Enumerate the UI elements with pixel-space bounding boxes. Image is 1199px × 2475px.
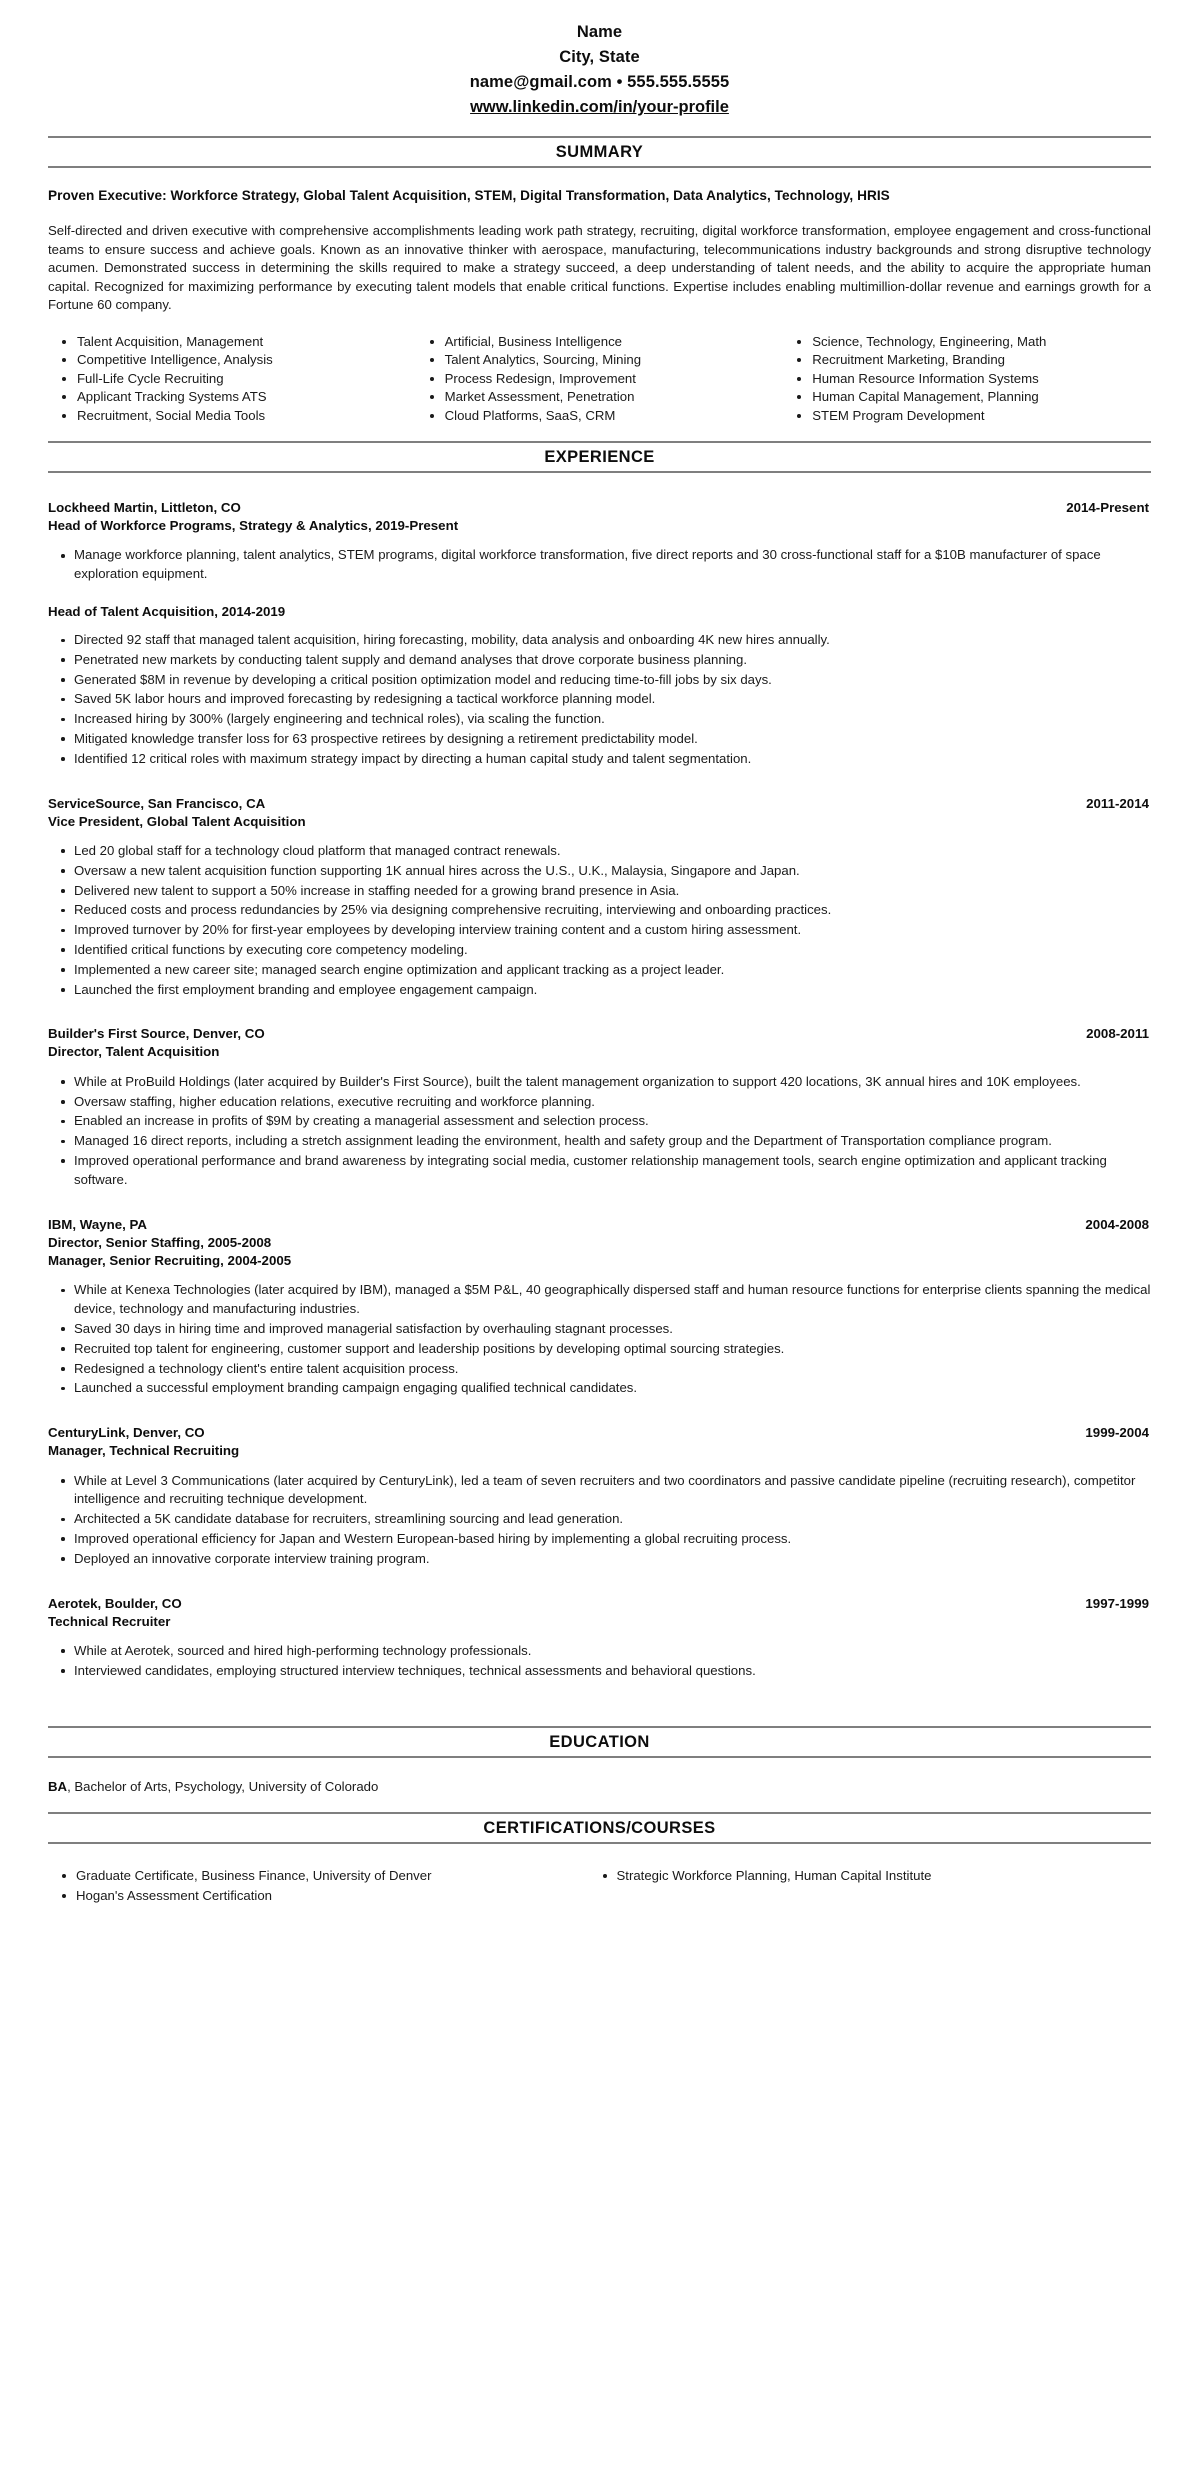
job-title: Head of Workforce Programs, Strategy & Analytics, 2019-Present — [48, 518, 459, 533]
job-sub-bullets — [48, 631, 1151, 769]
list-item: Penetrated new markets by conducting talent supply and demand analyses that drove corporate business planning. — [48, 651, 1151, 670]
list-item: Architected a 5K candidate database for recruiters, streamlining sourcing and lead generation. — [48, 1510, 1151, 1529]
list-item: While at Kenexa Technologies (later acquired by IBM), managed a $5M P&L, 40 geographically dispersed staff and human resource functions for enterprise clients spanning the medical device, technology and manufacturing industries. — [48, 1281, 1151, 1319]
list-item: Full-Life Cycle Recruiting — [48, 370, 416, 388]
job-company: CenturyLink, Denver, CO — [48, 1425, 205, 1441]
list-item: Process Redesign, Improvement — [416, 370, 784, 388]
certifications-columns — [48, 1866, 1151, 1905]
job-header — [48, 795, 1151, 813]
list-item: Improved operational performance and brand awareness by integrating social media, customer relationship management tools, search engine optimization and applicant tracking software. — [48, 1152, 1151, 1190]
job-bullets — [48, 842, 1151, 999]
job-dates: 1997-1999 — [1085, 1595, 1149, 1611]
skills-column-3 — [783, 333, 1151, 425]
list-item: Saved 30 days in hiring time and improved managerial satisfaction by overhauling stagnant processes. — [48, 1320, 1151, 1339]
list-item: Deployed an innovative corporate interview training program. — [48, 1550, 1151, 1569]
job-company: IBM, Wayne, PA — [48, 1216, 147, 1232]
job-bullets — [48, 1642, 1151, 1681]
education-section-header — [48, 1726, 1151, 1758]
list-item: Reduced costs and process redundancies by 25% via designing comprehensive recruiting, interviewing and onboarding practices. — [48, 901, 1151, 920]
experience-entry-centurylink — [48, 1424, 1151, 1568]
education-entry — [48, 1778, 1151, 1797]
skills-column-1 — [48, 333, 416, 425]
experience-title: EXPERIENCE — [544, 448, 655, 466]
skills-list-1 — [48, 333, 416, 425]
certifications-list-2 — [600, 1866, 1152, 1886]
list-item: Talent Analytics, Sourcing, Mining — [416, 351, 784, 369]
degree-details: , Bachelor of Arts, Psychology, University of Colorado — [67, 1778, 379, 1794]
job-header — [48, 1216, 1151, 1234]
candidate-location: City, State — [559, 48, 640, 66]
list-item: Recruitment, Social Media Tools — [48, 407, 416, 425]
summary-paragraph: Self-directed and driven executive with comprehensive accomplishments leading work path strategy, recruiting, digital workforce transformation, employee engagement and cross-functional teams to ensure success and achieve goals. Known as an innovative thinker with aerospace, manufacturing, telecommunications industry backgrounds and strong disruptive technology acumen. Demonstrated success in determining the skills required to make a strategy succeed, a deep understanding of talent needs, and the ability to acquire the appropriate human capital. Recognized for maximizing performance by executing talent models that enable critical functions. Expertise includes enabling multimillion-dollar revenue and earnings growth for a Fortune 60 company. — [48, 223, 1151, 313]
spacer — [48, 1682, 1151, 1710]
job-header — [48, 1595, 1151, 1613]
list-item: Interviewed candidates, employing structured interview techniques, technical assessments and behavioral questions. — [48, 1662, 1151, 1681]
list-item: Manage workforce planning, talent analytics, STEM programs, digital workforce transformation, five direct reports and 30 cross-functional staff for a $10B manufacturer of space exploration equipment. — [48, 546, 1151, 584]
job-company: Aerotek, Boulder, CO — [48, 1595, 182, 1611]
list-item: While at Level 3 Communications (later acquired by CenturyLink), led a team of seven recruiters and two coordinators and passive candidate pipeline (recruiting research), competitor intelligence and recruiting technique development. — [48, 1472, 1151, 1510]
certifications-column-1 — [48, 1866, 600, 1905]
list-item: Market Assessment, Penetration — [416, 388, 784, 406]
job-company: Lockheed Martin, Littleton, CO — [48, 500, 241, 515]
job-bullets — [48, 546, 1151, 584]
experience-entry-servicesource — [48, 795, 1151, 1000]
list-item: Human Resource Information Systems — [783, 370, 1151, 388]
certifications-section-header — [48, 1812, 1151, 1844]
list-item: Increased hiring by 300% (largely engineering and technical roles), via scaling the function. — [48, 710, 1151, 729]
job-company: ServiceSource, San Francisco, CA — [48, 795, 266, 811]
list-item: Identified 12 critical roles with maximum strategy impact by directing a human capital study and talent segmentation. — [48, 750, 1151, 769]
section-rule-bottom — [48, 166, 1151, 168]
core-skills-columns — [48, 333, 1151, 425]
list-item: Launched the first employment branding and employee engagement campaign. — [48, 981, 1151, 1000]
job-header — [48, 1424, 1151, 1442]
list-item: Identified critical functions by executing core competency modeling. — [48, 941, 1151, 960]
summary-section-header — [48, 136, 1151, 168]
list-item: Improved turnover by 20% for first-year employees by developing interview training content and a custom hiring assessment. — [48, 921, 1151, 940]
section-rule-bottom — [48, 1756, 1151, 1758]
summary-tagline: Proven Executive: Workforce Strategy, Global Talent Acquisition, STEM, Digital Transformation, Data Analytics, Technology, HRIS — [48, 188, 890, 203]
list-item: While at ProBuild Holdings (later acquired by Builder's First Source), built the talent management organization to support 420 locations, 3K annual hires and 10K employees. — [48, 1073, 1151, 1092]
candidate-contact: name@gmail.com • 555.555.5555 — [469, 73, 730, 91]
job-company: Builder's First Source, Denver, CO — [48, 1026, 265, 1042]
job-header — [48, 1025, 1151, 1043]
list-item: Oversaw a new talent acquisition function supporting 1K annual hires across the U.S., U.K., Malaysia, Singapore and Japan. — [48, 862, 1151, 881]
section-rule-bottom — [48, 471, 1151, 473]
list-item: Saved 5K labor hours and improved forecasting by redesigning a tactical workforce planning model. — [48, 690, 1151, 709]
job-subtitle: Head of Talent Acquisition, 2014-2019 — [48, 604, 286, 619]
list-item: Directed 92 staff that managed talent acquisition, hiring forecasting, mobility, data analysis and onboarding 4K new hires annually. — [48, 631, 1151, 650]
list-item: Managed 16 direct reports, including a stretch assignment leading the environment, health and safety group and the Department of Transportation compliance program. — [48, 1132, 1151, 1151]
list-item: Enabled an increase in profits of $9M by creating a managerial assessment and selection process. — [48, 1112, 1151, 1131]
candidate-name: Name — [576, 23, 623, 41]
list-item: Graduate Certificate, Business Finance, University of Denver — [48, 1866, 600, 1886]
list-item: Implemented a new career site; managed search engine optimization and applicant tracking as a project leader. — [48, 961, 1151, 980]
job-bullets — [48, 1281, 1151, 1398]
list-item: Led 20 global staff for a technology cloud platform that managed contract renewals. — [48, 842, 1151, 861]
experience-entry-aerotek — [48, 1595, 1151, 1681]
list-item: Cloud Platforms, SaaS, CRM — [416, 407, 784, 425]
job-title-secondary: Manager, Senior Recruiting, 2004-2005 — [48, 1252, 292, 1268]
list-item: Competitive Intelligence, Analysis — [48, 351, 416, 369]
job-dates: 1999-2004 — [1085, 1425, 1149, 1441]
job-header — [48, 499, 1151, 517]
list-item: Human Capital Management, Planning — [783, 388, 1151, 406]
job-title: Director, Senior Staffing, 2005-2008 — [48, 1234, 272, 1250]
skills-list-2 — [416, 333, 784, 425]
experience-entry-builders-first-source — [48, 1025, 1151, 1189]
list-item: Recruitment Marketing, Branding — [783, 351, 1151, 369]
skills-list-3 — [783, 333, 1151, 425]
job-bullets — [48, 1472, 1151, 1569]
section-rule-bottom — [48, 1842, 1151, 1844]
list-item: Talent Acquisition, Management — [48, 333, 416, 351]
list-item: Generated $8M in revenue by developing a critical position optimization model and reducing time-to-fill jobs by six days. — [48, 671, 1151, 690]
linkedin-link[interactable]: www.linkedin.com/in/your-profile — [470, 98, 729, 116]
experience-section-header — [48, 441, 1151, 473]
list-item: Mitigated knowledge transfer loss for 63 prospective retirees by designing a retirement predictability model. — [48, 730, 1151, 749]
list-item: Delivered new talent to support a 50% increase in staffing needed for a growing brand presence in Asia. — [48, 882, 1151, 901]
list-item: Applicant Tracking Systems ATS — [48, 388, 416, 406]
certifications-title: CERTIFICATIONS/COURSES — [483, 1819, 716, 1838]
resume-header — [48, 20, 1151, 120]
job-dates: 2011-2014 — [1086, 795, 1149, 811]
degree-abbreviation: BA — [48, 1778, 68, 1794]
list-item: Improved operational efficiency for Japan and Western European-based hiring by implementing a global recruiting process. — [48, 1530, 1151, 1549]
experience-entry-lockheed-martin — [48, 499, 1151, 769]
list-item: Launched a successful employment branding campaign engaging qualified technical candidates. — [48, 1379, 1151, 1398]
job-dates: 2008-2011 — [1086, 1026, 1149, 1042]
job-title: Vice President, Global Talent Acquisition — [48, 813, 306, 829]
experience-entry-ibm — [48, 1216, 1151, 1399]
skills-column-2 — [416, 333, 784, 425]
list-item: STEM Program Development — [783, 407, 1151, 425]
job-dates: 2014-Present — [1066, 500, 1149, 515]
list-item: Strategic Workforce Planning, Human Capital Institute — [600, 1866, 1152, 1886]
list-item: While at Aerotek, sourced and hired high-performing technology professionals. — [48, 1642, 1151, 1661]
job-title: Director, Talent Acquisition — [48, 1044, 220, 1060]
certifications-list-1 — [48, 1866, 600, 1905]
job-title: Technical Recruiter — [48, 1613, 171, 1629]
job-bullets — [48, 1073, 1151, 1190]
list-item: Redesigned a technology client's entire talent acquisition process. — [48, 1360, 1151, 1379]
list-item: Recruited top talent for engineering, customer support and leadership positions by developing optimal sourcing strategies. — [48, 1340, 1151, 1359]
list-item: Hogan's Assessment Certification — [48, 1886, 600, 1906]
list-item: Oversaw staffing, higher education relations, executive recruiting and workforce planning. — [48, 1093, 1151, 1112]
summary-title: SUMMARY — [555, 143, 644, 161]
education-title: EDUCATION — [549, 1732, 650, 1751]
list-item: Science, Technology, Engineering, Math — [783, 333, 1151, 351]
list-item: Artificial, Business Intelligence — [416, 333, 784, 351]
certifications-column-2 — [600, 1866, 1152, 1905]
job-dates: 2004-2008 — [1085, 1216, 1149, 1232]
job-title: Manager, Technical Recruiting — [48, 1443, 240, 1459]
